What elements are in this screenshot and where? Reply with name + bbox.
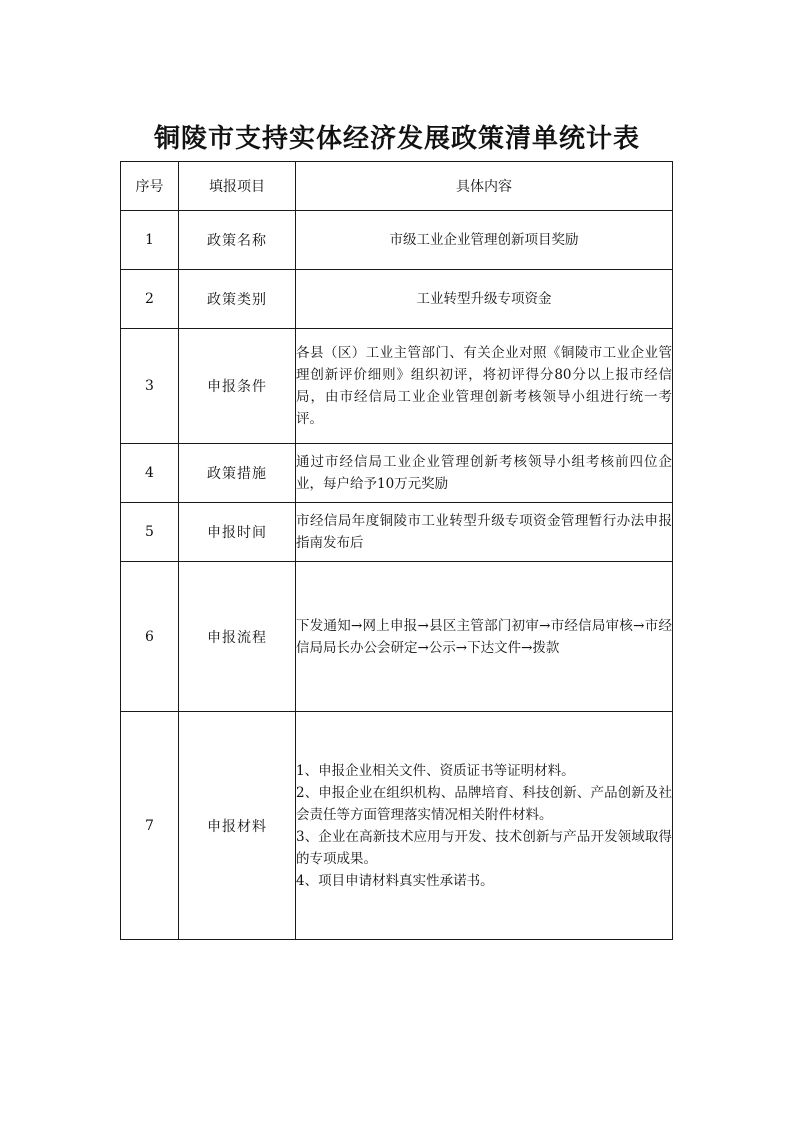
table-row [121,712,673,940]
row-content [296,329,673,444]
content-line: 通过市经信局工业企业管理创新考核领导小组考核前四位企业，每户给予10万元奖励 [296,454,672,492]
content-line: 3、企业在高新技术应用与开发、技术创新与产品开发领域取得的专项成果。 [296,828,672,867]
row-index: 2 [121,270,179,329]
header-content: 具体内容 [296,162,673,211]
row-content [296,562,673,712]
row-content [296,211,673,270]
content-line: 市级工业企业管理创新项目奖励 [389,232,579,248]
row-item: 政策措施 [179,444,296,503]
row-index: 5 [121,503,179,562]
table-row [121,503,673,562]
row-item: 申报材料 [179,712,296,940]
header-item: 填报项目 [179,162,296,211]
row-item: 申报时间 [179,503,296,562]
row-item: 申报条件 [179,329,296,444]
row-index: 6 [121,562,179,712]
row-item: 政策名称 [179,211,296,270]
header-row [121,162,673,211]
content-line: 4、项目申请材料真实性承诺书。 [296,872,494,889]
content-line: 1、申报企业相关文件、资质证书等证明材料。 [296,762,575,779]
policy-table [120,161,673,940]
content-line: 工业转型升级专项资金 [416,291,552,307]
row-index: 1 [121,211,179,270]
table-row [121,444,673,503]
row-index: 7 [121,712,179,940]
table-row [121,562,673,712]
table-row [121,329,673,444]
table-row [121,211,673,270]
row-content [296,270,673,329]
content-line: 2、申报企业在组织机构、品牌培育、科技创新、产品创新及社会责任等方面管理落实情况相关附件材料。 [296,784,672,823]
row-index: 4 [121,444,179,503]
header-index: 序号 [121,162,179,211]
row-content [296,712,673,940]
table-row [121,270,673,329]
row-index: 3 [121,329,179,444]
content-line: 下发通知→网上申报→县区主管部门初审→市经信局审核→市经信局局长办公会研定→公示→下达文件→拨款 [296,617,672,656]
content-line: 市经信局年度铜陵市工业转型升级专项资金管理暂行办法申报指南发布后 [296,513,672,551]
row-item: 政策类别 [179,270,296,329]
page-title: 铜陵市支持实体经济发展政策清单统计表 [153,124,640,154]
row-item: 申报流程 [179,562,296,712]
row-content [296,503,673,562]
content-line: 各县（区）工业主管部门、有关企业对照《铜陵市工业企业管理创新评价细则》组织初评，将初评得分80分以上报市经信局，由市经信局工业企业管理创新考核领导小组进行统一考评。 [296,345,672,427]
row-content [296,444,673,503]
